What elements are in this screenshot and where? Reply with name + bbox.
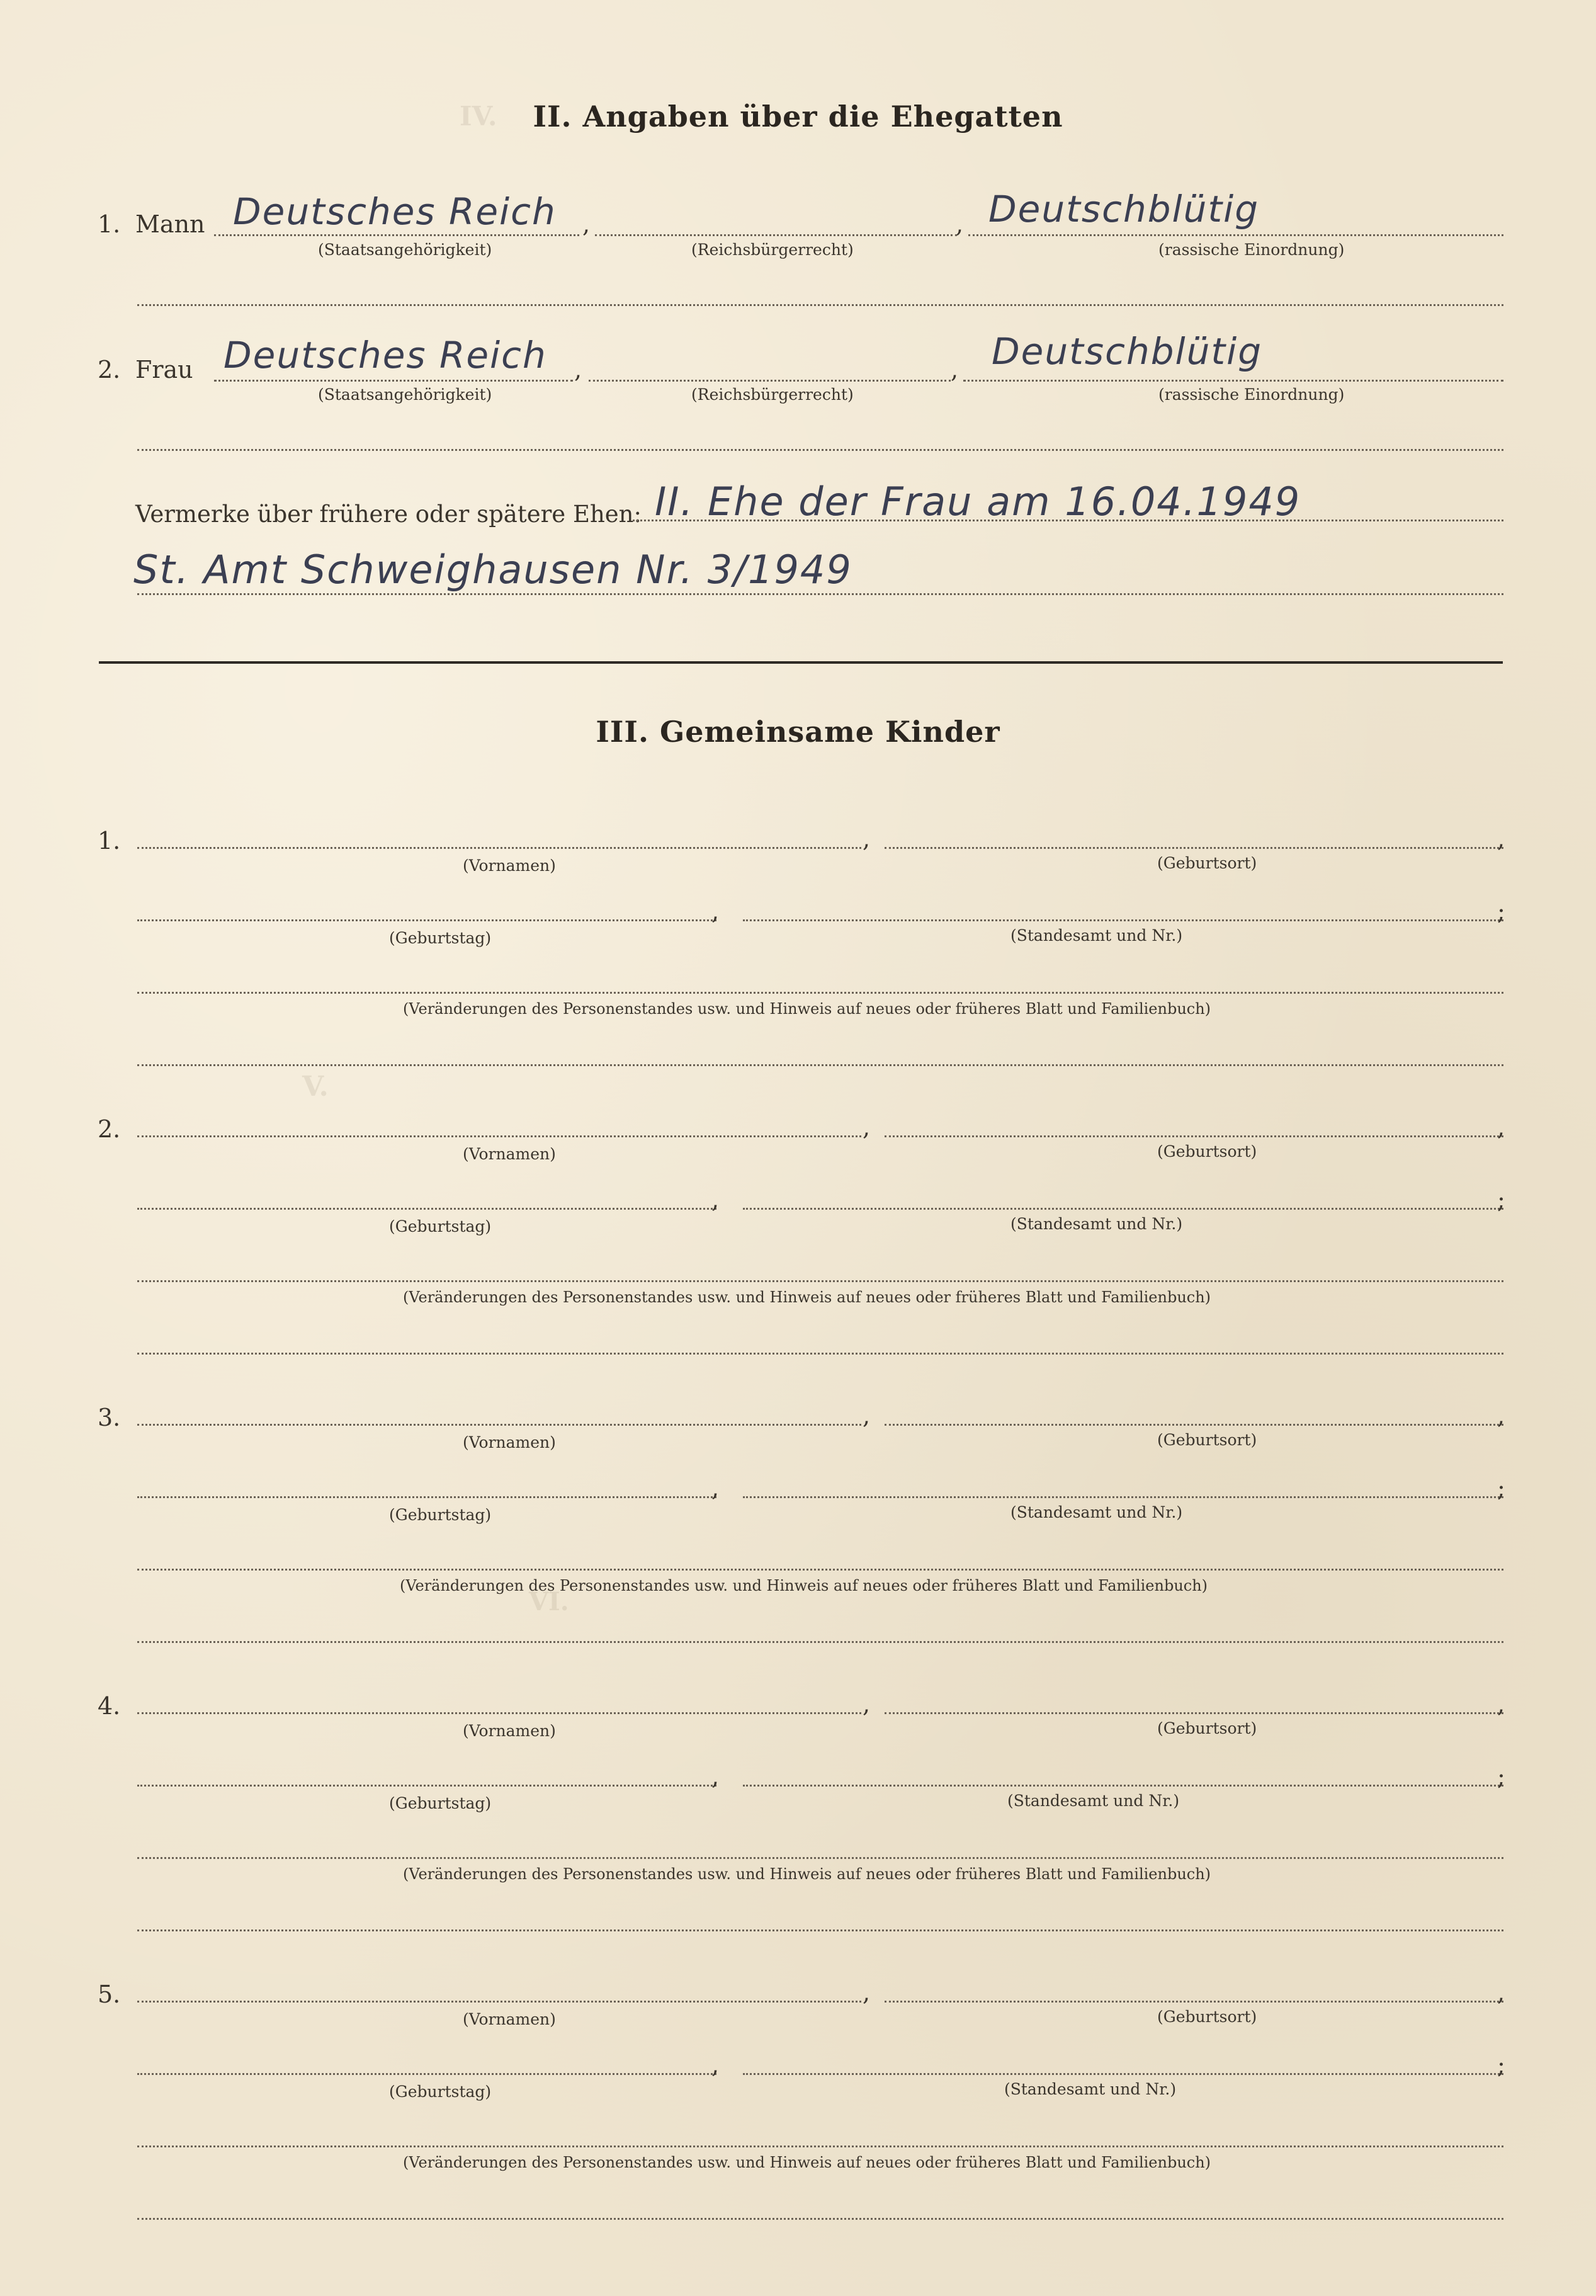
changes-caption: (Veränderungen des Personenstandes usw. und Hinweis auf neues oder früheres Blatt und Familienbuch) bbox=[403, 1000, 1211, 1018]
comma: , bbox=[1497, 1402, 1505, 1429]
comma: , bbox=[951, 356, 959, 384]
comma: , bbox=[711, 1763, 720, 1790]
comma: , bbox=[956, 210, 964, 238]
comma: , bbox=[1497, 1690, 1505, 1718]
changes-extra-line bbox=[137, 1064, 1503, 1066]
bleed-through-text: IV. bbox=[460, 101, 497, 132]
spouse-number: 2. bbox=[98, 356, 121, 384]
race-line bbox=[963, 380, 1503, 382]
registry-office-caption: (Standesamt und Nr.) bbox=[1010, 1503, 1183, 1521]
spouse-label: Frau bbox=[135, 356, 193, 384]
nationality-handwritten: Deutsches Reich bbox=[233, 190, 557, 233]
remarks-label: Vermerke über frühere oder spätere Ehen: bbox=[135, 501, 642, 528]
birthday-line bbox=[137, 1208, 716, 1210]
birthday-line bbox=[137, 1785, 716, 1787]
registry-office-line bbox=[743, 919, 1503, 921]
comma: , bbox=[863, 1979, 871, 2006]
changes-extra-line bbox=[137, 1641, 1503, 1643]
semicolon: ; bbox=[1497, 1186, 1505, 1213]
nationality-line bbox=[214, 234, 579, 236]
registry-office-line bbox=[743, 1785, 1503, 1787]
remarks-line-2 bbox=[137, 593, 1503, 595]
semicolon: ; bbox=[1497, 1763, 1505, 1790]
birthday-line bbox=[137, 2073, 716, 2075]
birthplace-line bbox=[885, 1424, 1503, 1426]
race-handwritten: Deutschblütig bbox=[988, 188, 1260, 230]
changes-extra-line bbox=[137, 2218, 1503, 2220]
nationality-handwritten: Deutsches Reich bbox=[224, 334, 547, 377]
registry-office-caption: (Standesamt und Nr.) bbox=[1010, 926, 1183, 945]
changes-line bbox=[137, 992, 1503, 994]
birthplace-line bbox=[885, 2001, 1503, 2003]
spouse-extra-line bbox=[137, 304, 1503, 306]
registry-office-line bbox=[743, 1496, 1503, 1498]
race-caption: (rassische Einordnung) bbox=[1158, 241, 1345, 259]
nationality-caption: (Staatsangehörigkeit) bbox=[318, 385, 492, 404]
birthplace-line bbox=[885, 1712, 1503, 1714]
comma: , bbox=[574, 356, 582, 384]
birthday-caption: (Geburtstag) bbox=[389, 929, 492, 947]
spouse-label: Mann bbox=[135, 210, 205, 238]
birthday-line bbox=[137, 1496, 716, 1498]
comma: , bbox=[1497, 1979, 1505, 2006]
section-divider bbox=[99, 661, 1503, 664]
birthplace-caption: (Geburtsort) bbox=[1157, 1431, 1257, 1449]
comma: , bbox=[1497, 1113, 1505, 1141]
changes-line bbox=[137, 1280, 1503, 1282]
child-number: 3. bbox=[98, 1404, 121, 1431]
birthplace-caption: (Geburtsort) bbox=[1157, 1719, 1257, 1737]
birthplace-caption: (Geburtsort) bbox=[1157, 854, 1257, 872]
changes-line bbox=[137, 2145, 1503, 2147]
first-names-line bbox=[137, 1424, 861, 1426]
section-iii-title: III. Gemeinsame Kinder bbox=[596, 715, 1000, 749]
birthplace-caption: (Geburtsort) bbox=[1157, 1142, 1257, 1161]
child-number: 4. bbox=[98, 1692, 121, 1720]
changes-extra-line bbox=[137, 1929, 1503, 1931]
bleed-through-text: VI. bbox=[529, 1587, 569, 1617]
birthday-caption: (Geburtstag) bbox=[389, 2083, 492, 2101]
citizenship-line bbox=[595, 234, 957, 236]
birthday-caption: (Geburtstag) bbox=[389, 1794, 492, 1812]
nationality-line bbox=[214, 380, 573, 382]
citizenship-caption: (Reichsbürgerrecht) bbox=[691, 385, 854, 404]
child-number: 1. bbox=[98, 827, 121, 855]
child-number: 2. bbox=[98, 1115, 121, 1143]
semicolon: ; bbox=[1497, 1474, 1505, 1502]
first-names-caption: (Vornamen) bbox=[463, 1722, 556, 1740]
comma: , bbox=[711, 1186, 720, 1213]
race-caption: (rassische Einordnung) bbox=[1158, 385, 1345, 404]
birthday-caption: (Geburtstag) bbox=[389, 1506, 492, 1524]
bleed-through-text: V. bbox=[302, 1071, 329, 1103]
birthplace-line bbox=[885, 847, 1503, 849]
race-handwritten: Deutschblütig bbox=[992, 330, 1263, 373]
birthplace-caption: (Geburtsort) bbox=[1157, 2008, 1257, 2026]
citizenship-line bbox=[589, 380, 951, 382]
registry-office-caption: (Standesamt und Nr.) bbox=[1010, 1215, 1183, 1233]
spouse-extra-line bbox=[137, 449, 1503, 451]
changes-caption: (Veränderungen des Personenstandes usw. und Hinweis auf neues oder früheres Blatt und Familienbuch) bbox=[403, 1865, 1211, 1883]
comma: , bbox=[711, 2051, 720, 2079]
semicolon: ; bbox=[1497, 2051, 1505, 2079]
birthday-caption: (Geburtstag) bbox=[389, 1217, 492, 1236]
spouse-number: 1. bbox=[98, 210, 121, 238]
changes-extra-line bbox=[137, 1353, 1503, 1355]
changes-caption: (Veränderungen des Personenstandes usw. und Hinweis auf neues oder früheres Blatt und Familienbuch) bbox=[403, 1288, 1211, 1306]
first-names-line bbox=[137, 1135, 861, 1137]
first-names-caption: (Vornamen) bbox=[463, 1145, 556, 1163]
changes-line bbox=[137, 1857, 1503, 1859]
semicolon: ; bbox=[1497, 897, 1505, 925]
first-names-line bbox=[137, 1712, 861, 1714]
registry-office-caption: (Standesamt und Nr.) bbox=[1004, 2080, 1177, 2098]
birthday-line bbox=[137, 919, 716, 921]
race-line bbox=[968, 234, 1503, 236]
comma: , bbox=[863, 1690, 871, 1718]
child-number: 5. bbox=[98, 1981, 121, 2008]
comma: , bbox=[863, 1113, 871, 1141]
registry-office-line bbox=[743, 2073, 1503, 2075]
first-names-caption: (Vornamen) bbox=[463, 2010, 556, 2028]
citizenship-caption: (Reichsbürgerrecht) bbox=[691, 241, 854, 259]
comma: , bbox=[582, 210, 591, 238]
registry-office-caption: (Standesamt und Nr.) bbox=[1007, 1792, 1180, 1810]
registry-office-line bbox=[743, 1208, 1503, 1210]
remarks-handwritten-line-1: II. Ehe der Frau am 16.04.1949 bbox=[655, 479, 1301, 525]
first-names-caption: (Vornamen) bbox=[463, 1433, 556, 1452]
remarks-handwritten-line-2: St. Amt Schweighausen Nr. 3/1949 bbox=[133, 547, 852, 593]
first-names-line bbox=[137, 847, 861, 849]
first-names-line bbox=[137, 2001, 861, 2003]
comma: , bbox=[711, 897, 720, 925]
comma: , bbox=[863, 825, 871, 853]
changes-caption: (Veränderungen des Personenstandes usw. und Hinweis auf neues oder früheres Blatt und Familienbuch) bbox=[400, 1577, 1208, 1594]
comma: , bbox=[863, 1402, 871, 1429]
comma: , bbox=[1497, 825, 1505, 853]
birthplace-line bbox=[885, 1135, 1503, 1137]
first-names-caption: (Vornamen) bbox=[463, 856, 556, 875]
comma: , bbox=[711, 1474, 720, 1502]
nationality-caption: (Staatsangehörigkeit) bbox=[318, 241, 492, 259]
changes-caption: (Veränderungen des Personenstandes usw. und Hinweis auf neues oder früheres Blatt und Familienbuch) bbox=[403, 2154, 1211, 2171]
changes-line bbox=[137, 1569, 1503, 1571]
section-ii-title: II. Angaben über die Ehegatten bbox=[533, 99, 1063, 134]
